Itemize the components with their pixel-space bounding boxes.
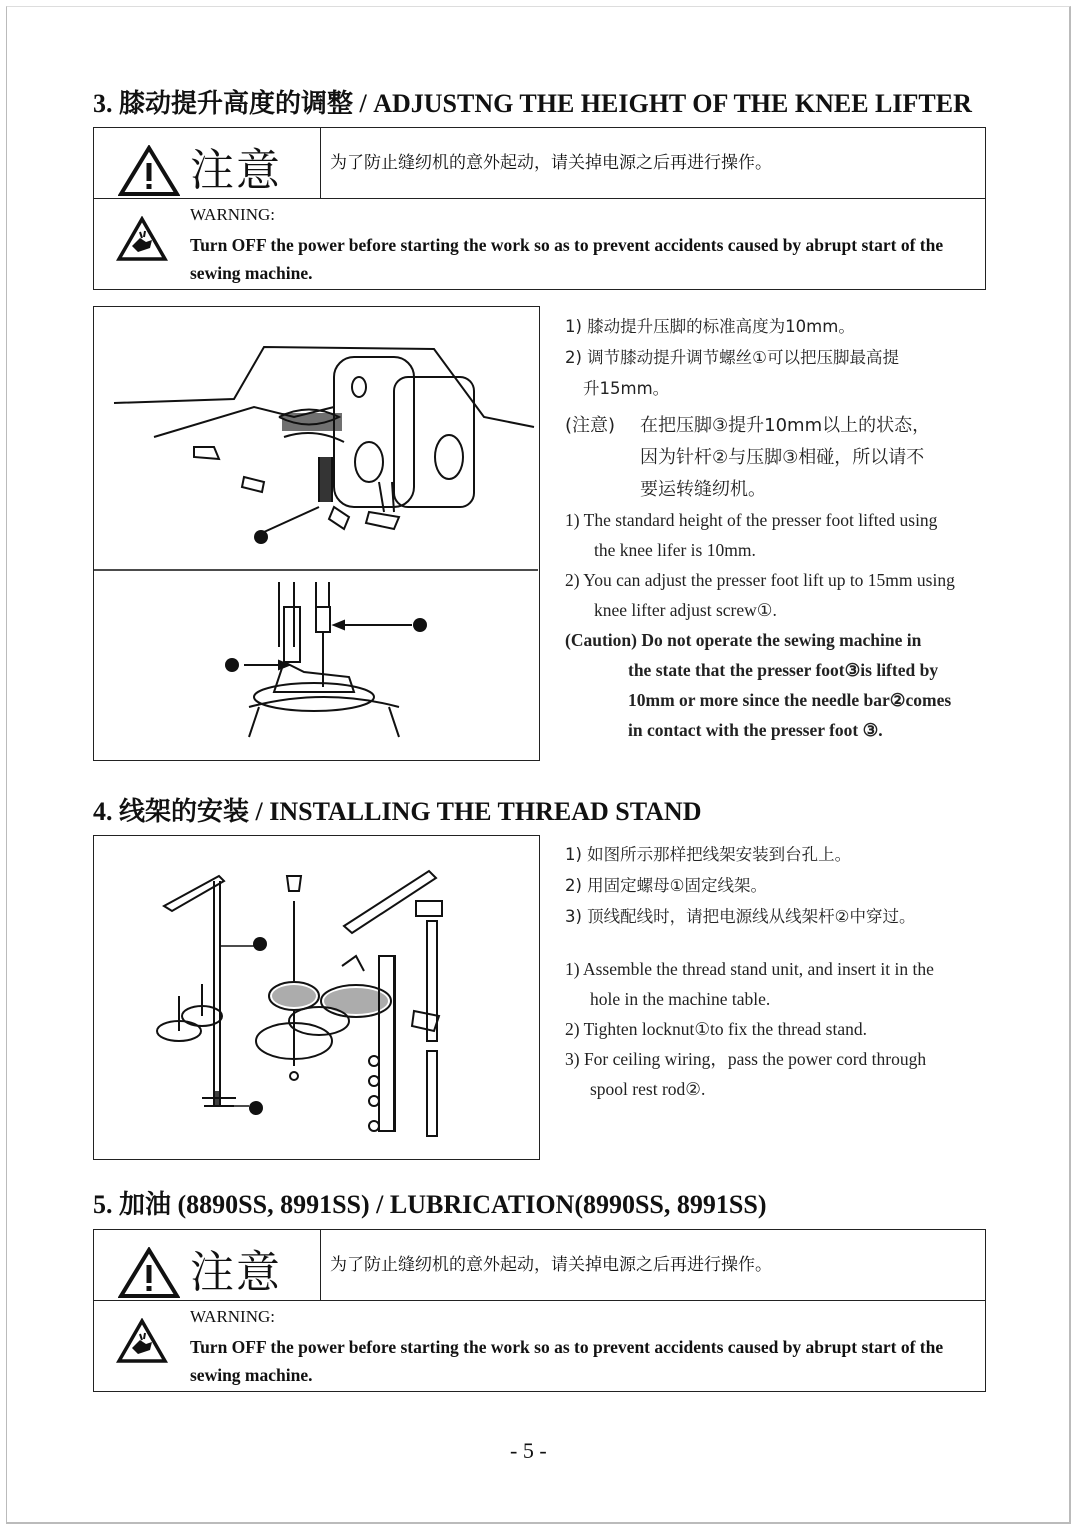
s3-en-line-2: the knee lifer is 10mm. — [594, 540, 756, 560]
page-number: - 5 - — [510, 1438, 547, 1463]
section-3-title: 3. 膝动提升高度的调整 / ADJUSTNG THE HEIGHT OF THE KNEE LIFTER — [93, 89, 972, 118]
s3-caution-cn-line-3: 要运转缝纫机。 — [640, 479, 766, 500]
caution-cell — [94, 1230, 321, 1300]
warning-label: WARNING: — [190, 205, 275, 224]
s4-cn-line-1: 1) 如图所示那样把线架安装到台孔上。 — [565, 845, 852, 864]
callout-2-marker — [253, 937, 267, 951]
warning-text: Turn OFF the power before starting the work so as to prevent accidents caused by abrupt start of the sewing machine. — [190, 1337, 944, 1385]
caution-triangle-icon — [118, 1247, 180, 1299]
warning-text-cn: 为了防止缝纫机的意外起动，请关掉电源之后再进行操作。 — [330, 153, 772, 173]
caution-triangle-icon — [118, 145, 180, 197]
warning-header — [94, 128, 985, 199]
caution-label-cn: 注意 — [190, 1247, 282, 1298]
hand-hazard-icon — [116, 1318, 168, 1364]
section-4-title: 4. 线架的安装 / INSTALLING THE THREAD STAND — [93, 797, 702, 826]
warning-text-cn: 为了防止缝纫机的意外起动，请关掉电源之后再进行操作。 — [330, 1255, 772, 1275]
s4-cn-line-2: 2) 用固定螺母①固定线架。 — [565, 876, 767, 895]
s3-en-line-1: 1) The standard height of the presser foot lifted using — [565, 510, 938, 530]
caution-label-cn: 注意 — [190, 145, 282, 196]
callout-1-marker — [249, 1101, 263, 1115]
knee-lifter-figure — [93, 306, 540, 761]
s3-cn-line-1: 1) 膝动提升压脚的标准高度为10mm。 — [565, 317, 855, 336]
thread-stand-figure — [93, 835, 540, 1160]
knee-lifter-drawing — [94, 307, 538, 759]
warning-box-2 — [93, 1229, 986, 1392]
callout-2-marker — [413, 618, 427, 632]
thread-stand-drawing — [94, 836, 538, 1158]
s3-caution-en-line-1: (Caution) Do not operate the sewing machine in — [565, 630, 922, 650]
caution-cell — [94, 128, 321, 198]
s4-en-line-2: hole in the machine table. — [590, 989, 771, 1009]
s4-cn-line-3: 3) 顶线配线时，请把电源线从线架杆②中穿过。 — [565, 907, 916, 926]
callout-1-marker — [254, 530, 268, 544]
s3-caution-cn-line-1: 在把压脚③提升10mm以上的状态， — [640, 415, 931, 436]
hand-hazard-icon — [116, 216, 168, 262]
s3-cn-line-2: 2) 调节膝动提升调节螺丝①可以把压脚最高提 — [565, 348, 899, 367]
s3-en-line-4: knee lifter adjust screw①. — [594, 600, 777, 620]
s4-en-line-3: 2) Tighten locknut①to fix the thread stand. — [565, 1019, 867, 1039]
warning-header — [94, 1230, 985, 1301]
s4-en-line-4: 3) For ceiling wiring，pass the power cord through — [565, 1049, 927, 1069]
callout-3-marker — [225, 658, 239, 672]
warning-label: WARNING: — [190, 1307, 275, 1326]
s3-caution-en-line-2: the state that the presser foot③is lifted by — [628, 660, 939, 680]
s3-caution-en-line-4: in contact with the presser foot ③. — [628, 720, 883, 740]
section-5-title: 5. 加油 (8890SS, 8991SS) / LUBRICATION(8990SS, 8991SS) — [93, 1190, 767, 1219]
s4-en-line-1: 1) Assemble the thread stand unit, and insert it in the — [565, 959, 934, 979]
s3-caution-cn-line-2: 因为针杆②与压脚③相碰，所以请不 — [640, 447, 925, 468]
s3-cn-line-3: 升15mm。 — [583, 379, 670, 398]
warning-box-1 — [93, 127, 986, 290]
s3-en-line-3: 2) You can adjust the presser foot lift up to 15mm using — [565, 570, 955, 590]
s3-caution-en-line-3: 10mm or more since the needle bar②comes — [628, 690, 952, 710]
s3-caution-cn-label: (注意) — [565, 415, 616, 436]
warning-text: Turn OFF the power before starting the work so as to prevent accidents caused by abrupt start of the sewing machine. — [190, 235, 944, 283]
s4-en-line-5: spool rest rod②. — [590, 1079, 706, 1099]
